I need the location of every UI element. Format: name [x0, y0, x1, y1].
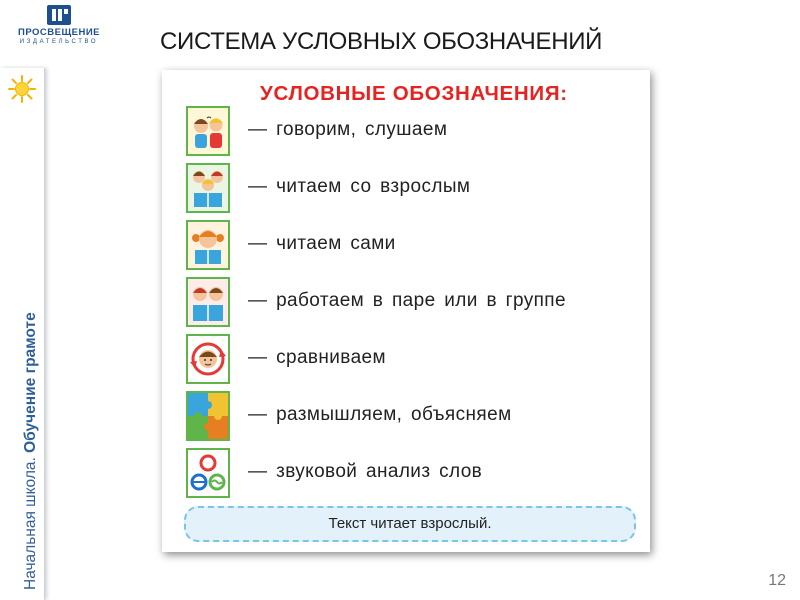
legend-text: — читаем со взрослым [248, 176, 471, 197]
legend-card [162, 70, 650, 552]
legend-text: — работаем в паре или в группе [248, 290, 566, 311]
sidebar-level-label: Начальная школа. [22, 452, 39, 590]
talking-listening-icon [186, 106, 230, 156]
legend-row [186, 334, 646, 384]
sidebar-subject-label: Обучение грамоте [22, 312, 39, 453]
legend-row [186, 277, 646, 327]
publisher-logo [6, 4, 112, 48]
legend-row [186, 106, 646, 156]
publisher-name: ПРОСВЕЩЕНИЕ [17, 27, 101, 38]
page-number: 12 [768, 572, 786, 589]
legend-row [186, 220, 646, 270]
legend-heading: УСЛОВНЫЕ ОБОЗНАЧЕНИЯ: [260, 82, 568, 105]
sun-icon [7, 74, 37, 104]
reading-with-adult-icon [186, 163, 230, 213]
legend-text: — размышляем, объясняем [248, 404, 512, 425]
legend-text: — звуковой анализ слов [248, 461, 483, 482]
legend-row [186, 391, 646, 441]
sidebar-course-title [22, 312, 40, 590]
publisher-subtitle: ИЗДАТЕЛЬСТВО [19, 39, 99, 45]
reading-alone-icon [186, 220, 230, 270]
adult-reads-note: Текст читает взрослый. [184, 506, 636, 542]
legend-text: — сравниваем [248, 347, 386, 368]
pair-group-work-icon [186, 277, 230, 327]
legend-row [186, 163, 646, 213]
puzzle-icon [186, 391, 230, 441]
legend-text: — говорим, слушаем [248, 119, 448, 140]
slide-title: СИСТЕМА УСЛОВНЫХ ОБОЗНАЧЕНИЙ [160, 28, 603, 55]
sound-analysis-icon [186, 448, 230, 498]
legend-text: — читаем сами [248, 233, 396, 254]
compare-icon [186, 334, 230, 384]
legend-row [186, 448, 646, 498]
publisher-emblem-icon [46, 4, 72, 26]
